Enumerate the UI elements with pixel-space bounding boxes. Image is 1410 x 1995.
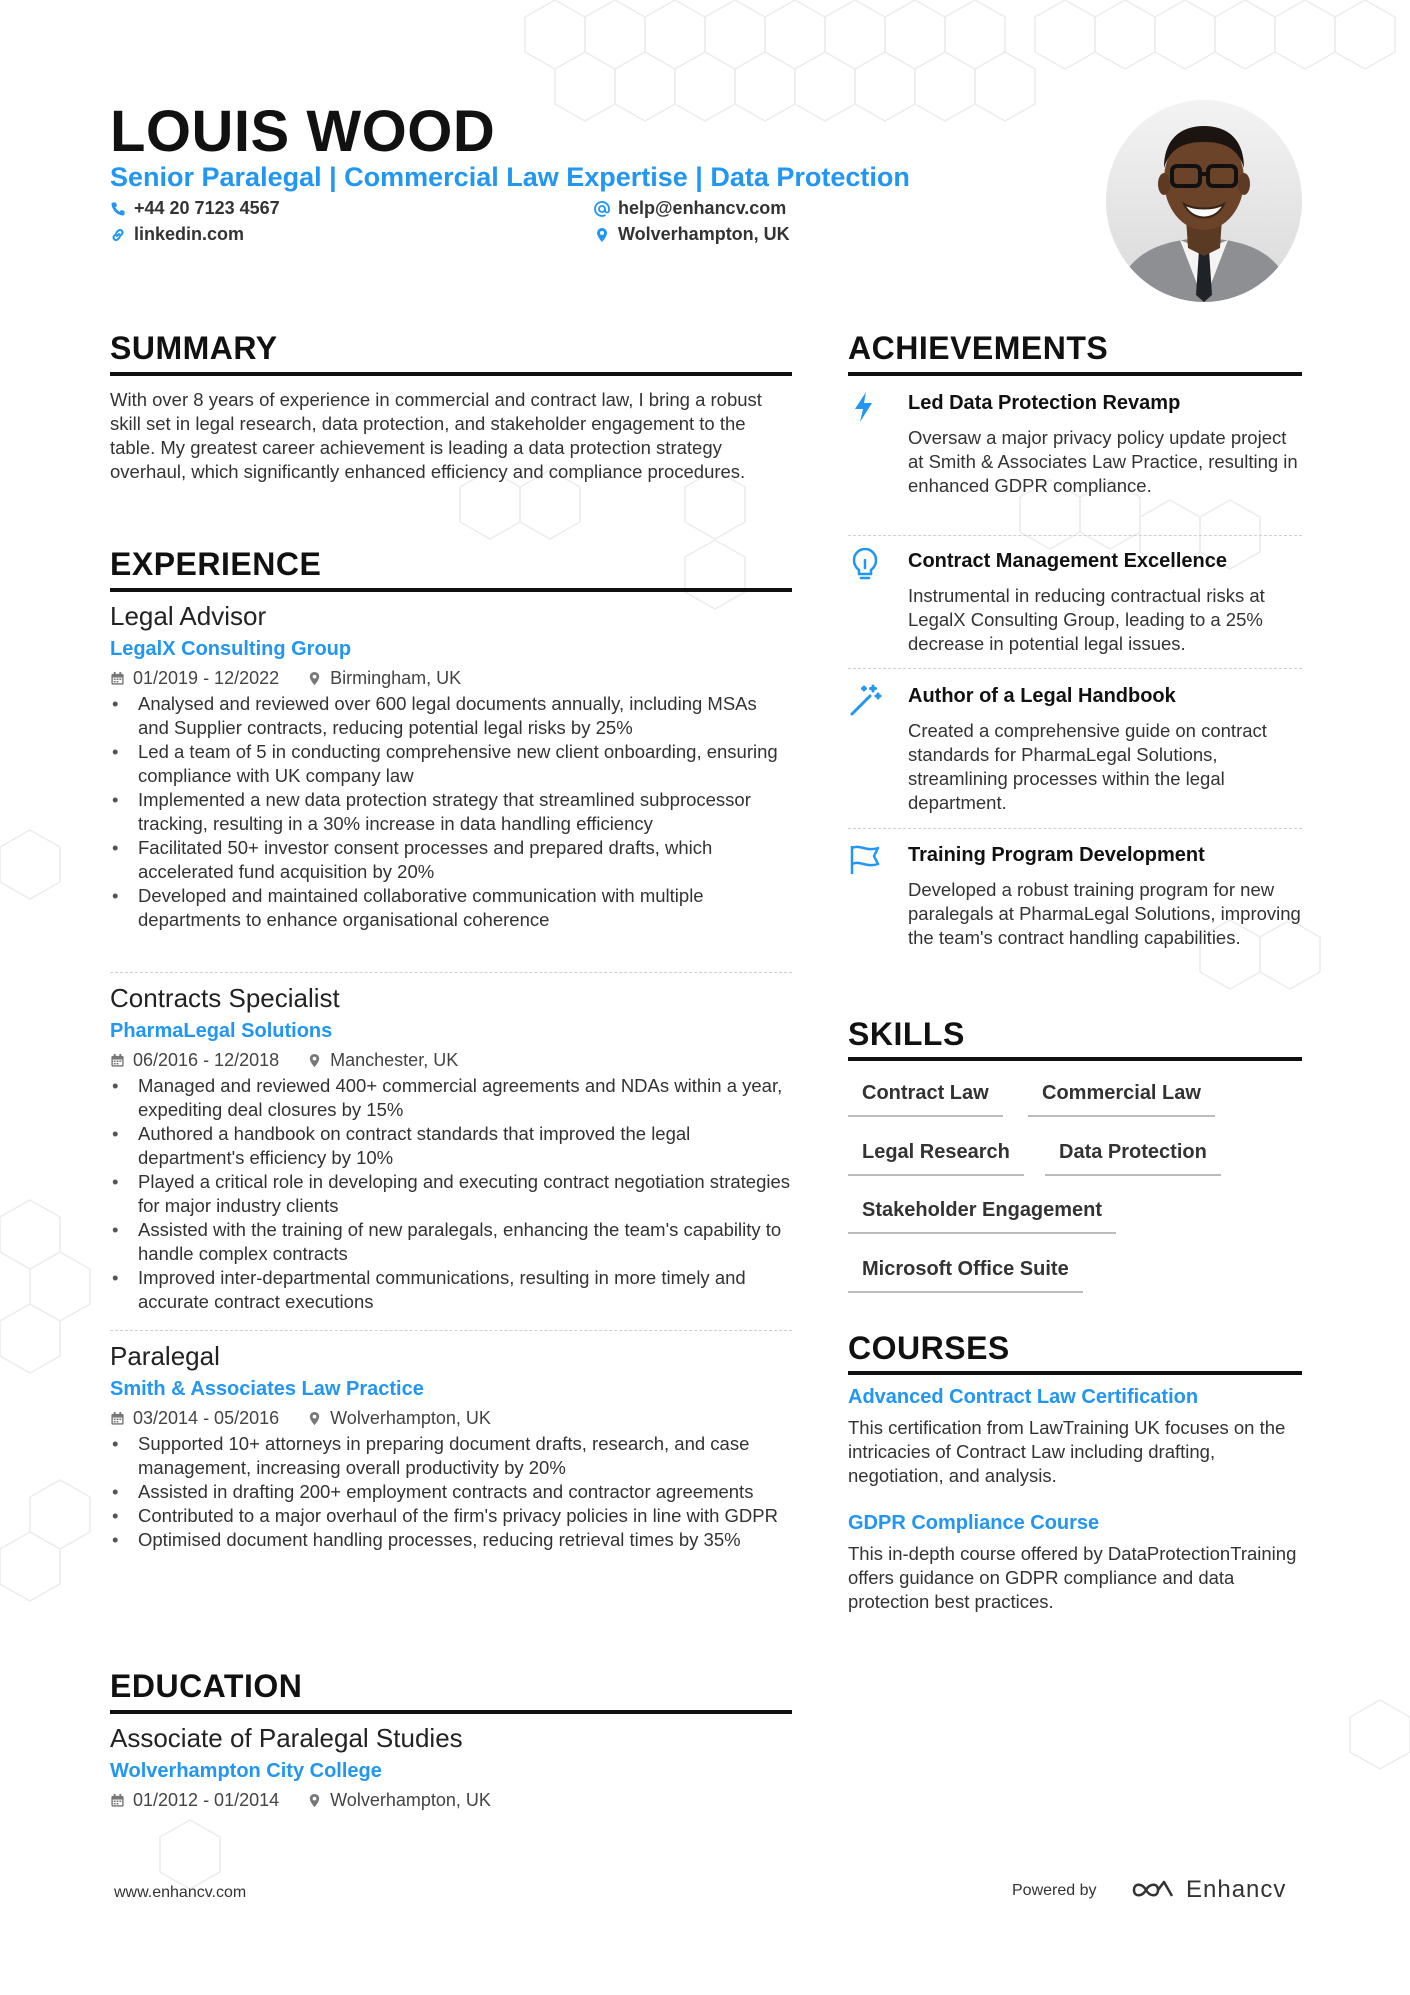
bullet-item: • Contributed to a major overhaul of the firm's privacy policies in line with GDPR	[110, 1504, 792, 1528]
achievement-desc: Developed a robust training program for new paralegals at PharmaLegal Solutions, improving the team's contract handling capabilities.	[908, 879, 1301, 948]
bullet-item: • Facilitated 50+ investor consent processes and prepared drafts, which accelerated fund acquisition by 20%	[110, 836, 792, 884]
summary-text: With over 8 years of experience in commercial and contract law, I bring a robust skill set in legal research, data protection, and stakeholder engagement to the table. My greatest career achievement is leading a data protection strategy overhaul, which significantly enhanced efficiency and compliance procedures.	[110, 389, 762, 482]
location-text: Wolverhampton, UK	[618, 224, 790, 244]
bullet-item: • Optimised document handling processes, reducing retrieval times by 35%	[110, 1528, 792, 1552]
footer-brand-text: Enhancv	[1186, 1876, 1287, 1903]
location-pin-icon	[307, 671, 322, 686]
education-dates: 01/2012 - 01/2014	[110, 1788, 279, 1812]
bullet-item: • Assisted with the training of new paralegals, enhancing the team's capability to handle complex contracts	[110, 1218, 792, 1266]
location-pin-icon	[307, 1411, 322, 1426]
education-divider	[110, 1710, 792, 1714]
job-bullets	[110, 692, 792, 932]
achievement-desc: Oversaw a major privacy policy update project at Smith & Associates Law Practice, resulting in enhanced GDPR compliance.	[908, 427, 1298, 496]
bullet-item: • Managed and reviewed 400+ commercial agreements and NDAs within a year, expediting deal closures by 15%	[110, 1074, 792, 1122]
calendar-icon	[110, 671, 125, 686]
footer-brand[interactable]	[1130, 1876, 1286, 1904]
email-text[interactable]: help@enhancv.com	[618, 198, 787, 218]
phone-text: +44 20 7123 4567	[134, 198, 280, 218]
experience-heading: EXPERIENCE	[110, 546, 322, 582]
job-dates: 01/2019 - 12/2022	[110, 666, 279, 690]
job-entry	[110, 982, 792, 1314]
job-meta	[110, 666, 792, 690]
skill-tag: Microsoft Office Suite	[848, 1258, 1083, 1293]
flag-icon	[848, 842, 882, 876]
skills-divider	[848, 1057, 1302, 1061]
achievement-title: Training Program Development	[908, 844, 1205, 866]
achievement-separator	[848, 828, 1302, 829]
phone-icon	[110, 201, 126, 217]
achievement-desc: Instrumental in reducing contractual risks at LegalX Consulting Group, leading to a 25% decrease in potential legal issues.	[908, 585, 1265, 654]
education-location: Wolverhampton, UK	[307, 1788, 491, 1812]
job-location: Manchester, UK	[307, 1048, 458, 1072]
bullet-item: • Played a critical role in developing and executing contract negotiation strategies for major industry clients	[110, 1170, 792, 1218]
enhancv-logo-icon	[1130, 1878, 1176, 1902]
achievements-heading: ACHIEVEMENTS	[848, 330, 1109, 366]
achievement-separator	[848, 535, 1302, 536]
skills-heading: SKILLS	[848, 1016, 965, 1052]
course-title: Advanced Contract Law Certification	[848, 1386, 1199, 1408]
bullet-item: • Developed and maintained collaborative communication with multiple departments to enhance organisational coherence	[110, 884, 792, 932]
education-entry	[110, 1722, 792, 1812]
at-icon	[594, 201, 610, 217]
skill-tag: Stakeholder Engagement	[848, 1199, 1116, 1234]
job-bullets	[110, 1432, 792, 1552]
location-pin-icon	[307, 1793, 322, 1808]
calendar-icon	[110, 1411, 125, 1426]
job-separator	[110, 972, 792, 973]
achievement-desc: Created a comprehensive guide on contract standards for PharmaLegal Solutions, streamlining processes within the legal department.	[908, 720, 1267, 813]
skill-tag: Contract Law	[848, 1082, 1003, 1117]
school: Wolverhampton City College	[110, 1760, 382, 1782]
degree: Associate of Paralegal Studies	[110, 1723, 463, 1753]
bullet-item: • Improved inter-departmental communications, resulting in more timely and accurate contract executions	[110, 1266, 792, 1314]
footer-powered-by: Powered by	[1012, 1882, 1097, 1899]
lightbulb-icon	[848, 548, 882, 582]
job-company: PharmaLegal Solutions	[110, 1020, 333, 1042]
profile-photo	[1106, 100, 1302, 302]
skill-tag: Data Protection	[1045, 1141, 1221, 1176]
job-dates: 06/2016 - 12/2018	[110, 1048, 279, 1072]
footer-website[interactable]: www.enhancv.com	[114, 1884, 247, 1901]
bullet-item: • Authored a handbook on contract standards that improved the legal department's efficiency by 10%	[110, 1122, 792, 1170]
contact-phone	[110, 198, 280, 219]
candidate-name: LOUIS WOOD	[110, 99, 496, 164]
bullet-item: • Implemented a new data protection strategy that streamlined subprocessor tracking, resulting in a 30% increase in data handling efficiency	[110, 788, 792, 836]
courses-heading: COURSES	[848, 1330, 1010, 1366]
bullet-item: • Assisted in drafting 200+ employment contracts and contractor agreements	[110, 1480, 792, 1504]
job-company: LegalX Consulting Group	[110, 638, 352, 660]
achievement-title: Contract Management Excellence	[908, 550, 1227, 572]
linkedin-text[interactable]: linkedin.com	[134, 224, 245, 244]
magic-wand-icon	[848, 683, 882, 717]
job-role: Paralegal	[110, 1341, 220, 1371]
education-heading: EDUCATION	[110, 1668, 303, 1704]
skill-tag: Legal Research	[848, 1141, 1024, 1176]
job-separator	[110, 1330, 792, 1331]
course-desc: This in-depth course offered by DataProtectionTraining offers guidance on GDPR compliance and data protection best practices.	[848, 1543, 1297, 1612]
job-bullets	[110, 1074, 792, 1314]
achievement-separator	[848, 668, 1302, 669]
lightning-icon	[848, 390, 882, 424]
job-company: Smith & Associates Law Practice	[110, 1378, 424, 1400]
skill-tag: Commercial Law	[1028, 1082, 1215, 1117]
achievement-title: Author of a Legal Handbook	[908, 685, 1176, 707]
job-dates: 03/2014 - 05/2016	[110, 1406, 279, 1430]
link-icon	[110, 227, 126, 243]
achievement-title: Led Data Protection Revamp	[908, 392, 1181, 414]
course-title: GDPR Compliance Course	[848, 1512, 1100, 1534]
bullet-item: • Supported 10+ attorneys in preparing document drafts, research, and case management, increasing overall productivity by 20%	[110, 1432, 792, 1480]
course-desc: This certification from LawTraining UK focuses on the intricacies of Contract Law including drafting, negotiation, and analysis.	[848, 1417, 1286, 1486]
achievements-divider	[848, 372, 1302, 376]
job-meta	[110, 1048, 792, 1072]
summary-heading: SUMMARY	[110, 330, 278, 366]
job-location: Wolverhampton, UK	[307, 1406, 491, 1430]
job-location: Birmingham, UK	[307, 666, 461, 690]
job-role: Contracts Specialist	[110, 983, 340, 1013]
experience-divider	[110, 588, 792, 592]
job-meta	[110, 1406, 792, 1430]
location-pin-icon	[307, 1053, 322, 1068]
calendar-icon	[110, 1793, 125, 1808]
summary-divider	[110, 372, 792, 376]
contact-email[interactable]	[594, 198, 786, 219]
headline: Senior Paralegal | Commercial Law Expertise | Data Protection	[110, 162, 910, 192]
job-entry	[110, 1340, 792, 1552]
education-meta	[110, 1788, 792, 1812]
job-entry	[110, 600, 792, 932]
contact-linkedin[interactable]	[110, 224, 244, 245]
bullet-item: • Analysed and reviewed over 600 legal documents annually, including MSAs and Supplier contracts, reducing potential legal risks by 25%	[110, 692, 792, 740]
courses-divider	[848, 1371, 1302, 1375]
job-role: Legal Advisor	[110, 601, 267, 631]
calendar-icon	[110, 1053, 125, 1068]
bullet-item: • Led a team of 5 in conducting comprehensive new client onboarding, ensuring compliance with UK company law	[110, 740, 792, 788]
contact-location	[594, 224, 790, 245]
location-pin-icon	[594, 227, 610, 243]
